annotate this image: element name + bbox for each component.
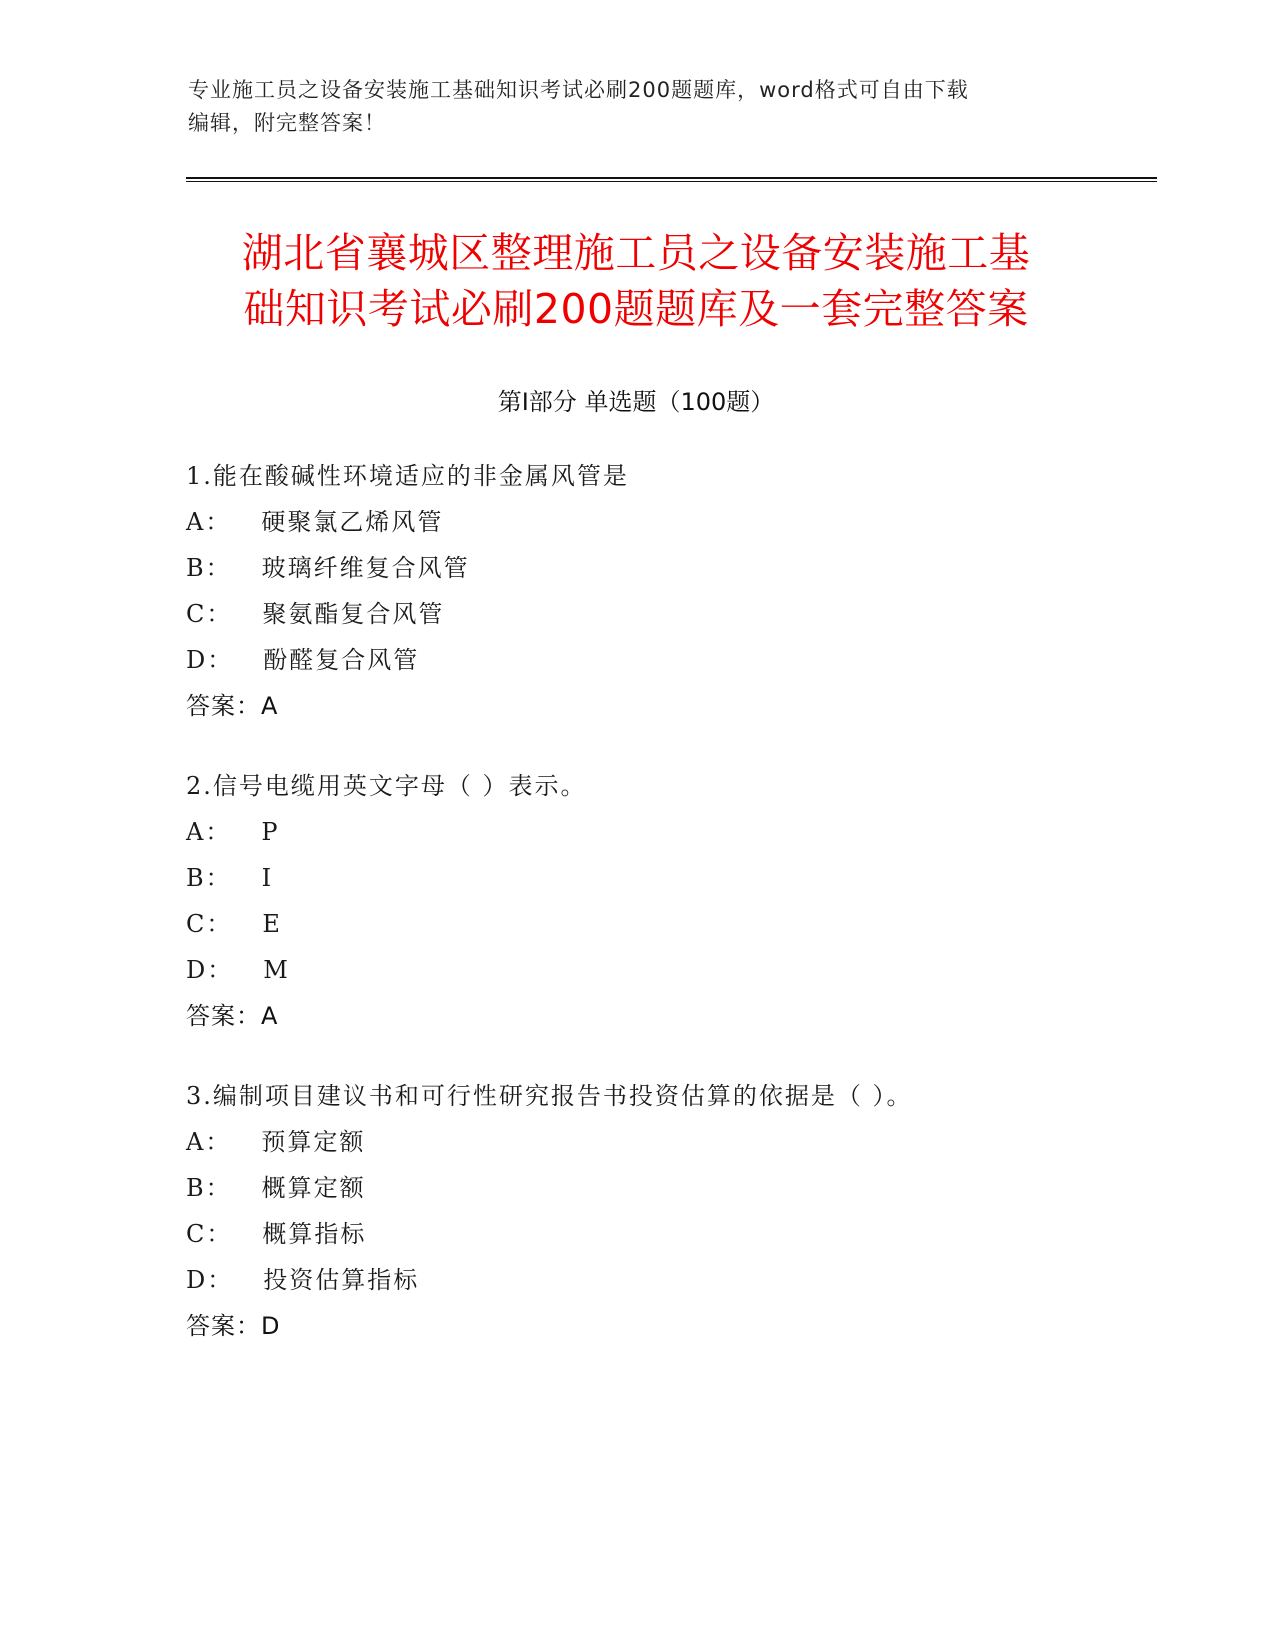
document-title bbox=[186, 225, 1086, 337]
option-a bbox=[186, 1119, 1126, 1165]
question-stem: 3.编制项目建议书和可行性研究报告书投资估算的依据是（ ）。 bbox=[186, 1082, 913, 1110]
option-text: 酚醛复合风管 bbox=[263, 646, 420, 674]
option-key: D： bbox=[186, 1266, 234, 1294]
question-1 bbox=[186, 453, 1126, 729]
header-note-line-2: 编辑，附完整答案！ bbox=[188, 111, 386, 135]
option-text: 概算指标 bbox=[262, 1220, 367, 1248]
option-key: B： bbox=[186, 554, 232, 582]
option-key: C： bbox=[186, 1220, 233, 1248]
option-text: P bbox=[261, 818, 280, 846]
option-c bbox=[186, 901, 1126, 947]
option-key: B： bbox=[186, 864, 232, 892]
header-note bbox=[188, 74, 1088, 140]
option-a bbox=[186, 809, 1126, 855]
option-key: D： bbox=[186, 646, 234, 674]
option-text: 玻璃纤维复合风管 bbox=[261, 554, 470, 582]
answer-text: 答案：A bbox=[186, 692, 279, 720]
option-text: 硬聚氯乙烯风管 bbox=[261, 508, 444, 536]
question-stem: 1.能在酸碱性环境适应的非金属风管是 bbox=[186, 462, 629, 490]
answer-text: 答案：D bbox=[186, 1312, 281, 1340]
header-divider-thick bbox=[186, 177, 1157, 179]
option-d bbox=[186, 947, 1126, 993]
option-b bbox=[186, 545, 1126, 591]
question-3 bbox=[186, 1073, 1126, 1349]
header-divider-thin bbox=[186, 181, 1157, 182]
option-key: A： bbox=[186, 1128, 232, 1156]
option-d bbox=[186, 637, 1126, 683]
option-a bbox=[186, 499, 1126, 545]
option-b bbox=[186, 855, 1126, 901]
option-c bbox=[186, 591, 1126, 637]
document-title-line-1: 湖北省襄城区整理施工员之设备安装施工基 bbox=[241, 229, 1031, 277]
document-title-line-2: 础知识考试必刷200题题库及一套完整答案 bbox=[243, 285, 1029, 333]
question-stem: 2.信号电缆用英文字母（ ）表示。 bbox=[186, 772, 587, 800]
option-key: C： bbox=[186, 910, 233, 938]
header-note-line-1: 专业施工员之设备安装施工基础知识考试必刷200题题库，word格式可自由下载 bbox=[188, 78, 969, 102]
option-b bbox=[186, 1165, 1126, 1211]
option-text: 概算定额 bbox=[261, 1174, 366, 1202]
answer-text: 答案：A bbox=[186, 1002, 279, 1030]
option-text: 聚氨酯复合风管 bbox=[262, 600, 445, 628]
section-title: 第Ⅰ部分 单选题（100题） bbox=[497, 388, 775, 416]
option-c bbox=[186, 1211, 1126, 1257]
option-key: A： bbox=[186, 818, 232, 846]
option-text: M bbox=[263, 956, 290, 984]
option-key: D： bbox=[186, 956, 234, 984]
option-d bbox=[186, 1257, 1126, 1303]
option-key: B： bbox=[186, 1174, 232, 1202]
option-text: I bbox=[261, 864, 274, 892]
option-key: C： bbox=[186, 600, 233, 628]
option-key: A： bbox=[186, 508, 232, 536]
option-text: 预算定额 bbox=[261, 1128, 366, 1156]
option-text: E bbox=[262, 910, 282, 938]
option-text: 投资估算指标 bbox=[263, 1266, 420, 1294]
question-2 bbox=[186, 763, 1126, 1039]
